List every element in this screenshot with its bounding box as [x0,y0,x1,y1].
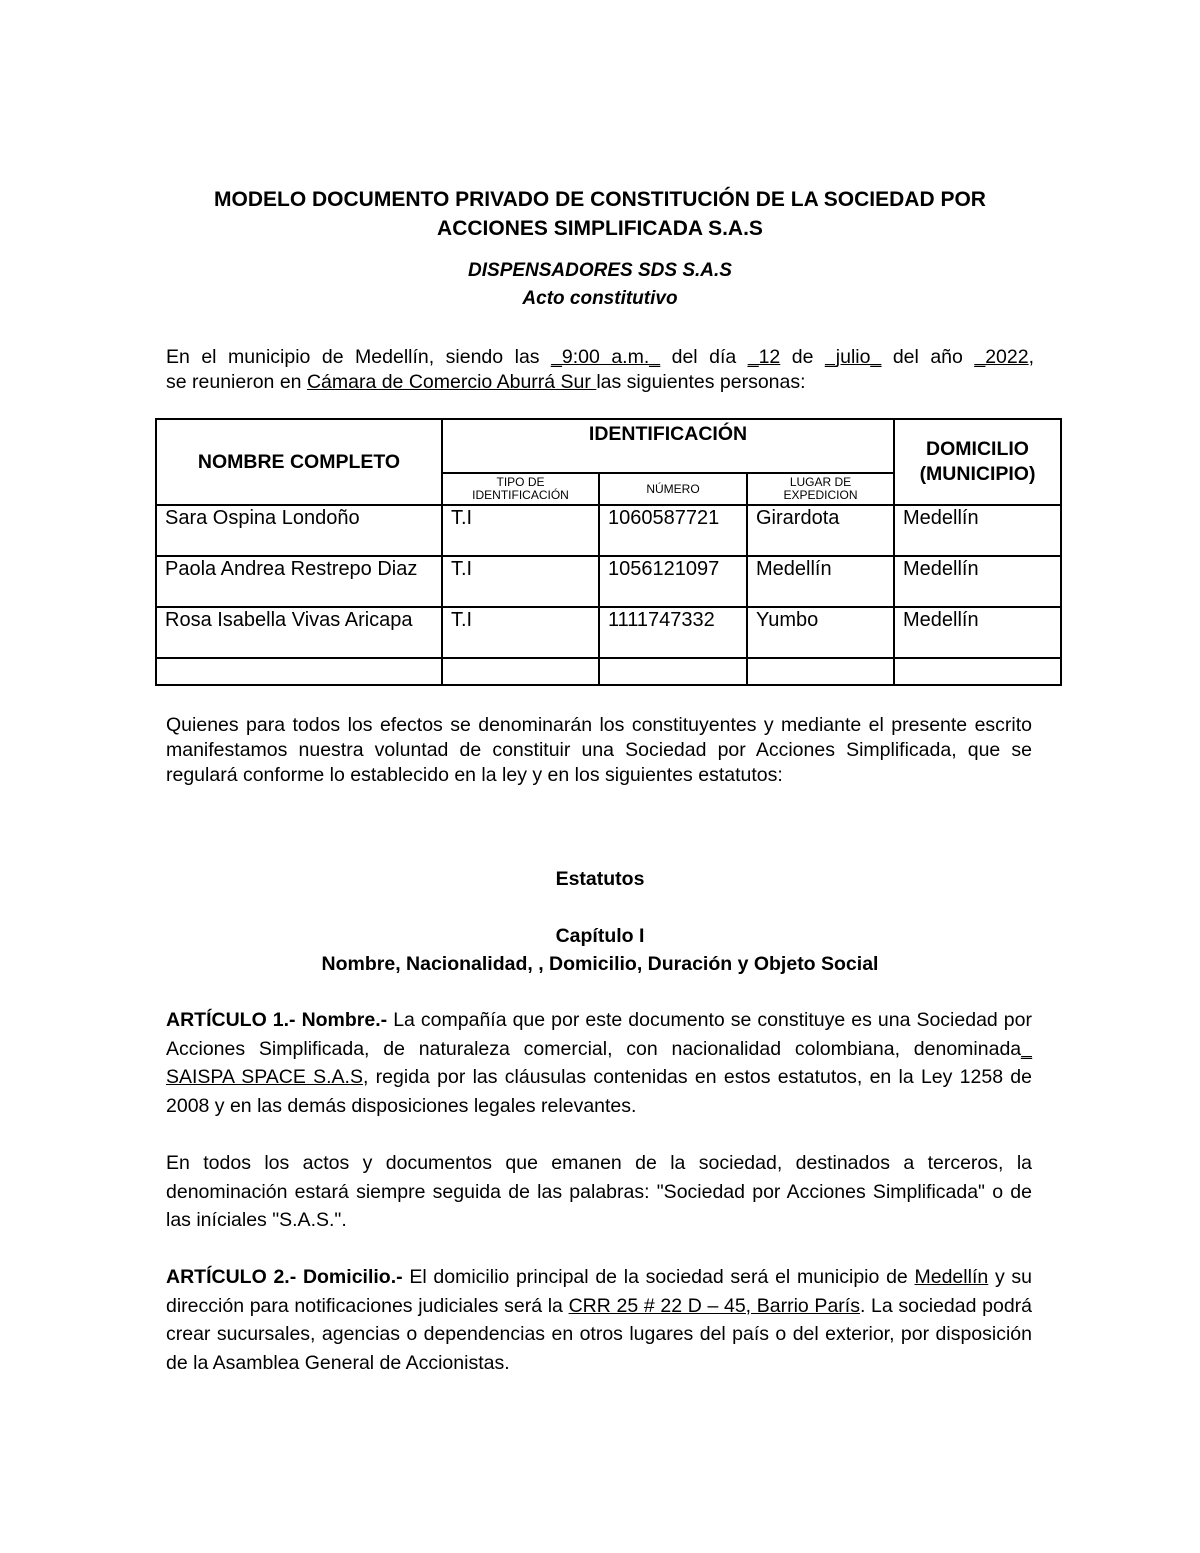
table-header-row [156,419,1061,473]
domicile-city: Medellín [914,1266,989,1288]
subheader-id-type: TIPO DE IDENTIFICACIÓN [442,473,599,505]
intro-line-2: se reunieron en Cámara de Comercio Aburrá Sur las siguientes personas: [166,371,806,393]
title-line-1: MODELO DOCUMENTO PRIVADO DE CONSTITUCIÓN DE LA SOCIEDAD POR [214,188,986,211]
cell-name: Sara Ospina Londoño [156,505,442,556]
act-label: Acto constitutivo [522,288,678,309]
table-empty-row [156,658,1061,685]
article-1-paragraph-2: En todos los actos y documentos que emanen de la sociedad, destinados a terceros, la denominación estará siempre seguida de las palabras: "Sociedad por Acciones Simplificada" o de las iníciales "S.A.S.". [166,1152,1032,1231]
meeting-year: _2022 [974,346,1029,368]
table-row [156,607,1061,658]
legal-address: CRR 25 # 22 D – 45, Barrio París [568,1294,860,1317]
intro-line-1: En el municipio de Medellín, siendo las _9:00 a.m._ del día _12 de _julio_ del año _2022, [166,346,1035,368]
cell-id-type: T.I [442,556,599,607]
subheader-issue-place: LUGAR DE EXPEDICION [747,473,894,505]
cell-issue-place: Medellín [747,556,894,607]
article-2-label: ARTÍCULO 2.- Domicilio.- [166,1266,403,1288]
cell-domicile: Medellín [894,607,1061,658]
intro-paragraph [166,345,1034,395]
cell-id-type: T.I [442,505,599,556]
cell-name: Rosa Isabella Vivas Aricapa [156,607,442,658]
cell-id-number: 1111747332 [599,607,747,658]
article-1: ARTÍCULO 1.- Nombre.- La compañía que por este documento se constituye es una Sociedad por Acciones Simplificada, de naturaleza comercial, con nacionalidad colombiana, denominada_ SAISPA SPACE S.A.S, regida por las cláusulas contenidas en estos estatutos, en la Ley 1258 de 2008 y en las demás disposiciones legales relevantes. [166,1009,1032,1117]
company-legal-name: _ SAISPA SPACE S.A.S [166,1037,1032,1088]
table-row [156,505,1061,556]
subheader-id-number: NÚMERO [599,473,747,505]
cell-id-type: T.I [442,607,599,658]
cell-issue-place: Girardota [747,505,894,556]
constituents-paragraph: Quienes para todos los efectos se denominarán los constituyentes y mediante el presente escrito manifestamos nuestra voluntad de constituir una Sociedad por Acciones Simplificada, que se regulará conforme lo establecido en la ley y en los siguientes estatutos: [166,714,1032,786]
article-2: ARTÍCULO 2.- Domicilio.- El domicilio principal de la sociedad será el municipio de Medellín y su dirección para notificaciones judiciales será la CRR 25 # 22 D – 45, Barrio París. La sociedad podrá crear sucursales, agencias o dependencias en otros lugares del país o del exterior, por disposición de la Asamblea General de Accionistas. [166,1266,1033,1374]
meeting-day: _12 [747,346,781,368]
document-title [0,185,1200,243]
meeting-time: _9:00 a.m._ [551,346,661,368]
article-1-label: ARTÍCULO 1.- Nombre.- [166,1009,388,1031]
statutes-heading: Estatutos [555,868,645,890]
founders-table [155,418,1062,686]
cell-domicile: Medellín [894,556,1061,607]
header-full-name: NOMBRE COMPLETO [156,419,442,505]
meeting-place: Cámara de Comercio Aburrá Sur [306,371,597,393]
cell-domicile: Medellín [894,505,1061,556]
meeting-month: _julio_ [824,346,882,368]
header-domicile: DOMICILIO (MUNICIPIO) [894,419,1061,505]
cell-id-number: 1060587721 [599,505,747,556]
table-row [156,556,1061,607]
chapter-title: Nombre, Nacionalidad, , Domicilio, Duración y Objeto Social [321,953,879,975]
company-name: DISPENSADORES SDS S.A.S [468,260,732,281]
cell-id-number: 1056121097 [599,556,747,607]
cell-issue-place: Yumbo [747,607,894,658]
chapter-heading: Capítulo I [555,925,645,947]
cell-name: Paola Andrea Restrepo Diaz [156,556,442,607]
header-identification: IDENTIFICACIÓN [442,419,894,473]
title-line-2: ACCIONES SIMPLIFICADA S.A.S [437,217,763,240]
